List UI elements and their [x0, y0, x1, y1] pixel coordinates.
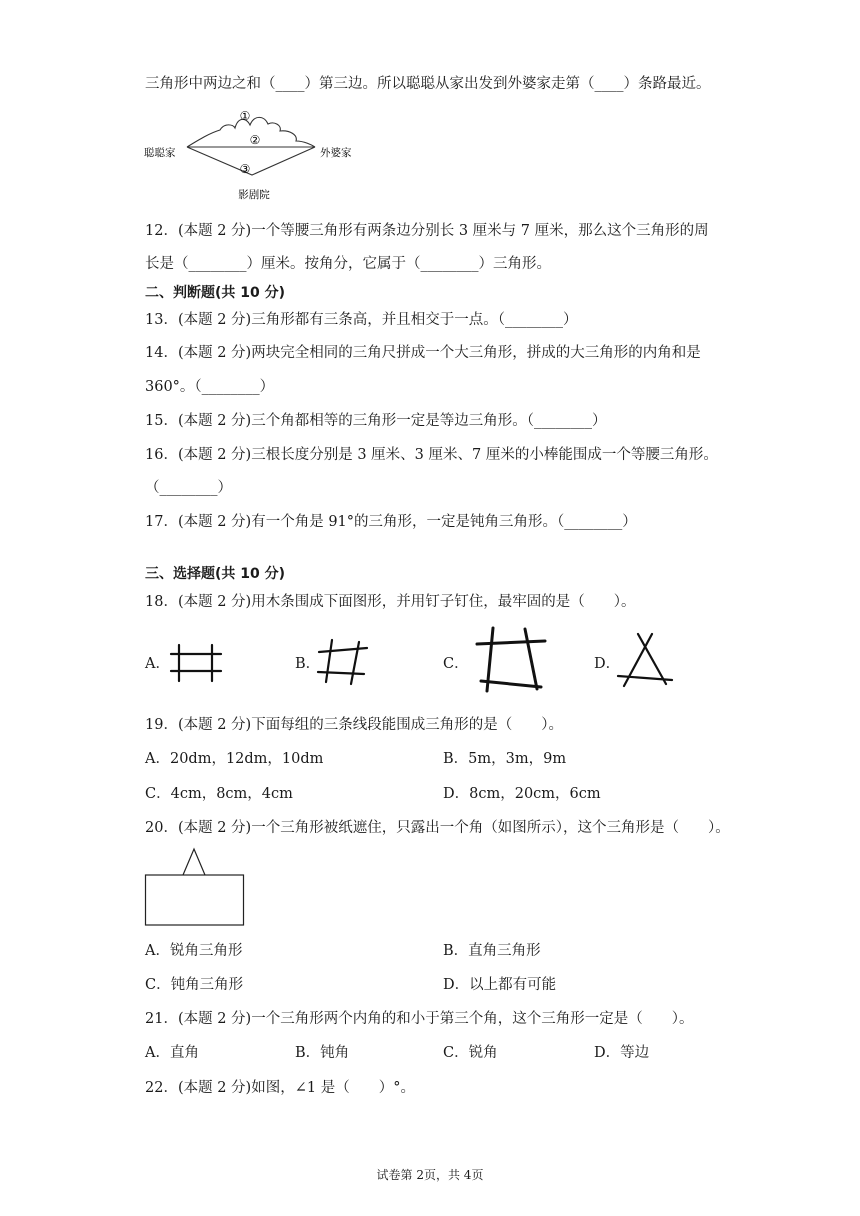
q19-option-d: D．8cm，20cm，6cm	[443, 786, 601, 802]
q18-option-d-label: D．	[594, 656, 621, 672]
q12-line1: 12．(本题 2 分)一个等腰三角形有两条边分别长 3 厘米与 7 厘米，那么这个三角形的周	[145, 223, 709, 239]
q21-option-b: B．钝角	[295, 1045, 350, 1061]
page-footer: 试卷第 2页，共 4页	[376, 1168, 484, 1182]
q19-option-c: C．4cm，8cm，4cm	[145, 786, 293, 802]
q19-option-b: B．5m，3m，9m	[443, 751, 567, 767]
route-1-label: ①	[239, 109, 251, 123]
section-3-title: 三、选择题(共 10 分)	[145, 566, 286, 582]
grandma-home-label: 外婆家	[320, 147, 352, 159]
q21-text: 21．(本题 2 分)一个三角形两个内角的和小于第三个角，这个三角形一定是（ ）。	[145, 1011, 694, 1027]
q22-text: 22．(本题 2 分)如图，∠1 是（ ）°。	[145, 1080, 415, 1096]
home-label: 聪聪家	[144, 147, 176, 159]
q19-option-a: A．20dm，12dm，10dm	[145, 751, 324, 767]
section-2-title: 二、判断题(共 10 分)	[145, 285, 286, 301]
q18-text: 18．(本题 2 分)用木条围成下面图形，并用钉子钉住，最牢固的是（ ）。	[145, 594, 636, 610]
q13-text: 13．(本题 2 分)三角形都有三条高，并且相交于一点。（________）	[145, 312, 578, 328]
q19-text: 19．(本题 2 分)下面每组的三条线段能围成三角形的是（ ）。	[145, 717, 563, 733]
q16-line1: 16．(本题 2 分)三根长度分别是 3 厘米、3 厘米、7 厘米的小棒能围成一个等腰三角形。	[145, 447, 718, 463]
q18-figure-b	[315, 636, 371, 688]
q20-covered-triangle-figure	[143, 845, 247, 929]
q14-line1: 14．(本题 2 分)两块完全相同的三角尺拼成一个大三角形，拼成的大三角形的内角和是	[145, 345, 701, 361]
route-3-label: ③	[239, 162, 251, 176]
q14-line2: 360°。（________）	[145, 379, 275, 395]
q18-option-b-label: B．	[295, 656, 321, 672]
cinema-label: 影剧院	[238, 189, 270, 201]
q15-text: 15．(本题 2 分)三个角都相等的三角形一定是等边三角形。（________）	[145, 413, 607, 429]
q21-option-d: D．等边	[594, 1045, 650, 1061]
route-2-label: ②	[249, 133, 261, 147]
q18-option-a-label: A．	[145, 656, 170, 672]
q21-option-a: A．直角	[145, 1045, 199, 1061]
q12-line2: 长是（________）厘米。按角分，它属于（________）三角形。	[145, 256, 551, 272]
q20-option-b: B．直角三角形	[443, 943, 541, 959]
q16-line2: （________）	[145, 480, 232, 496]
q18-figure-d	[616, 632, 676, 690]
q18-option-c-label: C．	[443, 656, 469, 672]
q20-option-a: A．锐角三角形	[145, 943, 243, 959]
q20-option-c: C．钝角三角形	[145, 977, 244, 993]
q20-option-d: D．以上都有可能	[443, 977, 557, 993]
q21-option-c: C．锐角	[443, 1045, 498, 1061]
route-diagram	[140, 103, 370, 203]
q18-figure-a	[165, 640, 227, 686]
q20-text: 20．(本题 2 分)一个三角形被纸遮住，只露出一个角（如图所示），这个三角形是（ ）。	[145, 820, 730, 836]
q11-text: 三角形中两边之和（____）第三边。所以聪聪从家出发到外婆家走第（____）条路最近。	[145, 76, 711, 92]
q18-figure-c	[475, 625, 547, 695]
q17-text: 17．(本题 2 分)有一个角是 91°的三角形，一定是钝角三角形。（________）	[145, 514, 637, 530]
